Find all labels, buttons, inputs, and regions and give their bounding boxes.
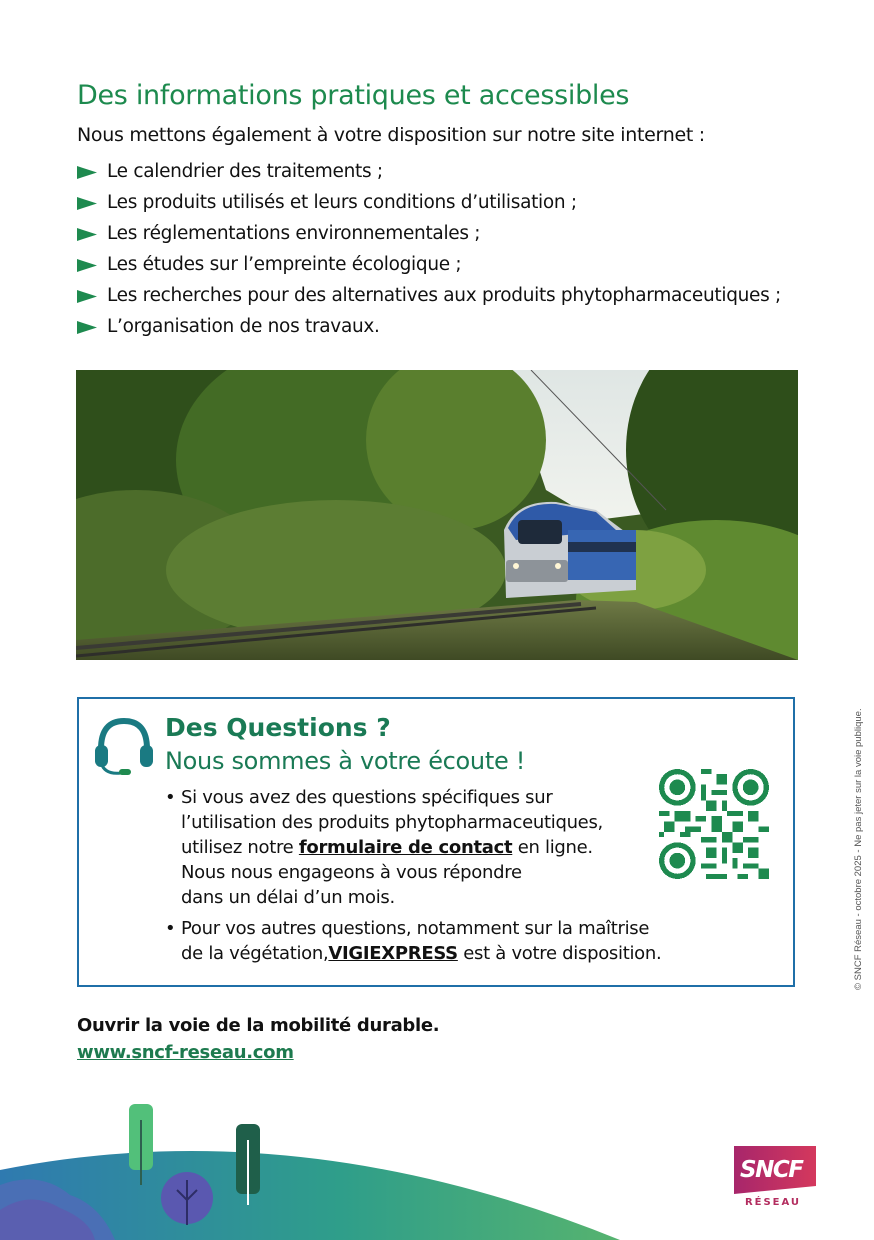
qr-code-icon[interactable] — [659, 769, 769, 879]
list-item — [77, 160, 781, 191]
green-flag-icon — [77, 197, 97, 210]
green-flag-icon — [77, 228, 97, 241]
train-photo — [76, 370, 798, 660]
list-item-text: Les réglementations environnementales ; — [107, 223, 481, 244]
text-line: utilisez notre — [181, 837, 299, 858]
list-item — [77, 191, 781, 222]
text-line: Si vous avez des questions spécifiques sur — [181, 787, 553, 808]
list-item — [165, 785, 661, 910]
text-line: Pour vos autres questions, notamment sur la maîtrise — [181, 918, 650, 939]
tagline: Ouvrir la voie de la mobilité durable. — [77, 1015, 440, 1036]
section-intro: Nous mettons également à votre disposition sur notre site internet : — [77, 124, 705, 146]
list-item — [77, 284, 781, 315]
list-item — [77, 222, 781, 253]
green-flag-icon — [77, 290, 97, 303]
green-flag-icon — [77, 259, 97, 272]
text-line: dans un délai d’un mois. — [181, 887, 395, 908]
logo-subtitle: RÉSEAU — [744, 1197, 802, 1208]
list-item — [77, 253, 781, 284]
text-line: de la végétation, — [181, 943, 329, 964]
website-link[interactable]: www.sncf-reseau.com — [77, 1042, 294, 1063]
questions-list — [165, 785, 661, 966]
text-line: Nous nous engageons à vous répondre — [181, 862, 522, 883]
text-line: l’utilisation des produits phytopharmaceutiques, — [181, 812, 603, 833]
list-item-text: L’organisation de nos travaux. — [107, 316, 380, 337]
list-item — [165, 916, 661, 966]
questions-subtitle: Nous sommes à votre écoute ! — [165, 747, 526, 775]
questions-title: Des Questions ? — [165, 713, 391, 742]
headset-icon — [93, 715, 155, 775]
vigiexpress-link[interactable]: VIGIEXPRESS — [328, 943, 458, 964]
train-photo-illustration — [76, 370, 798, 660]
contact-form-link[interactable]: formulaire de contact — [298, 837, 513, 858]
text-line: est à votre disposition. — [457, 943, 662, 964]
green-flag-icon — [77, 321, 97, 334]
list-item-text: Les études sur l’empreinte écologique ; — [107, 254, 462, 275]
list-item — [77, 315, 781, 346]
list-item-text: Les produits utilisés et leurs conditions d’utilisation ; — [107, 192, 577, 213]
list-item-text: Le calendrier des traitements ; — [107, 161, 383, 182]
questions-box — [77, 697, 795, 987]
green-flag-icon — [77, 166, 97, 179]
section-title: Des informations pratiques et accessibles — [77, 80, 630, 111]
logo-word: SNCF — [740, 1157, 803, 1183]
info-list — [77, 160, 781, 346]
list-item-text: Les recherches pour des alternatives aux produits phytopharmaceutiques ; — [107, 285, 781, 306]
copyright-note: © SNCF Réseau - octobre 2025 - Ne pas jeter sur la voie publique. — [853, 708, 864, 990]
text-line: en ligne. — [512, 837, 593, 858]
